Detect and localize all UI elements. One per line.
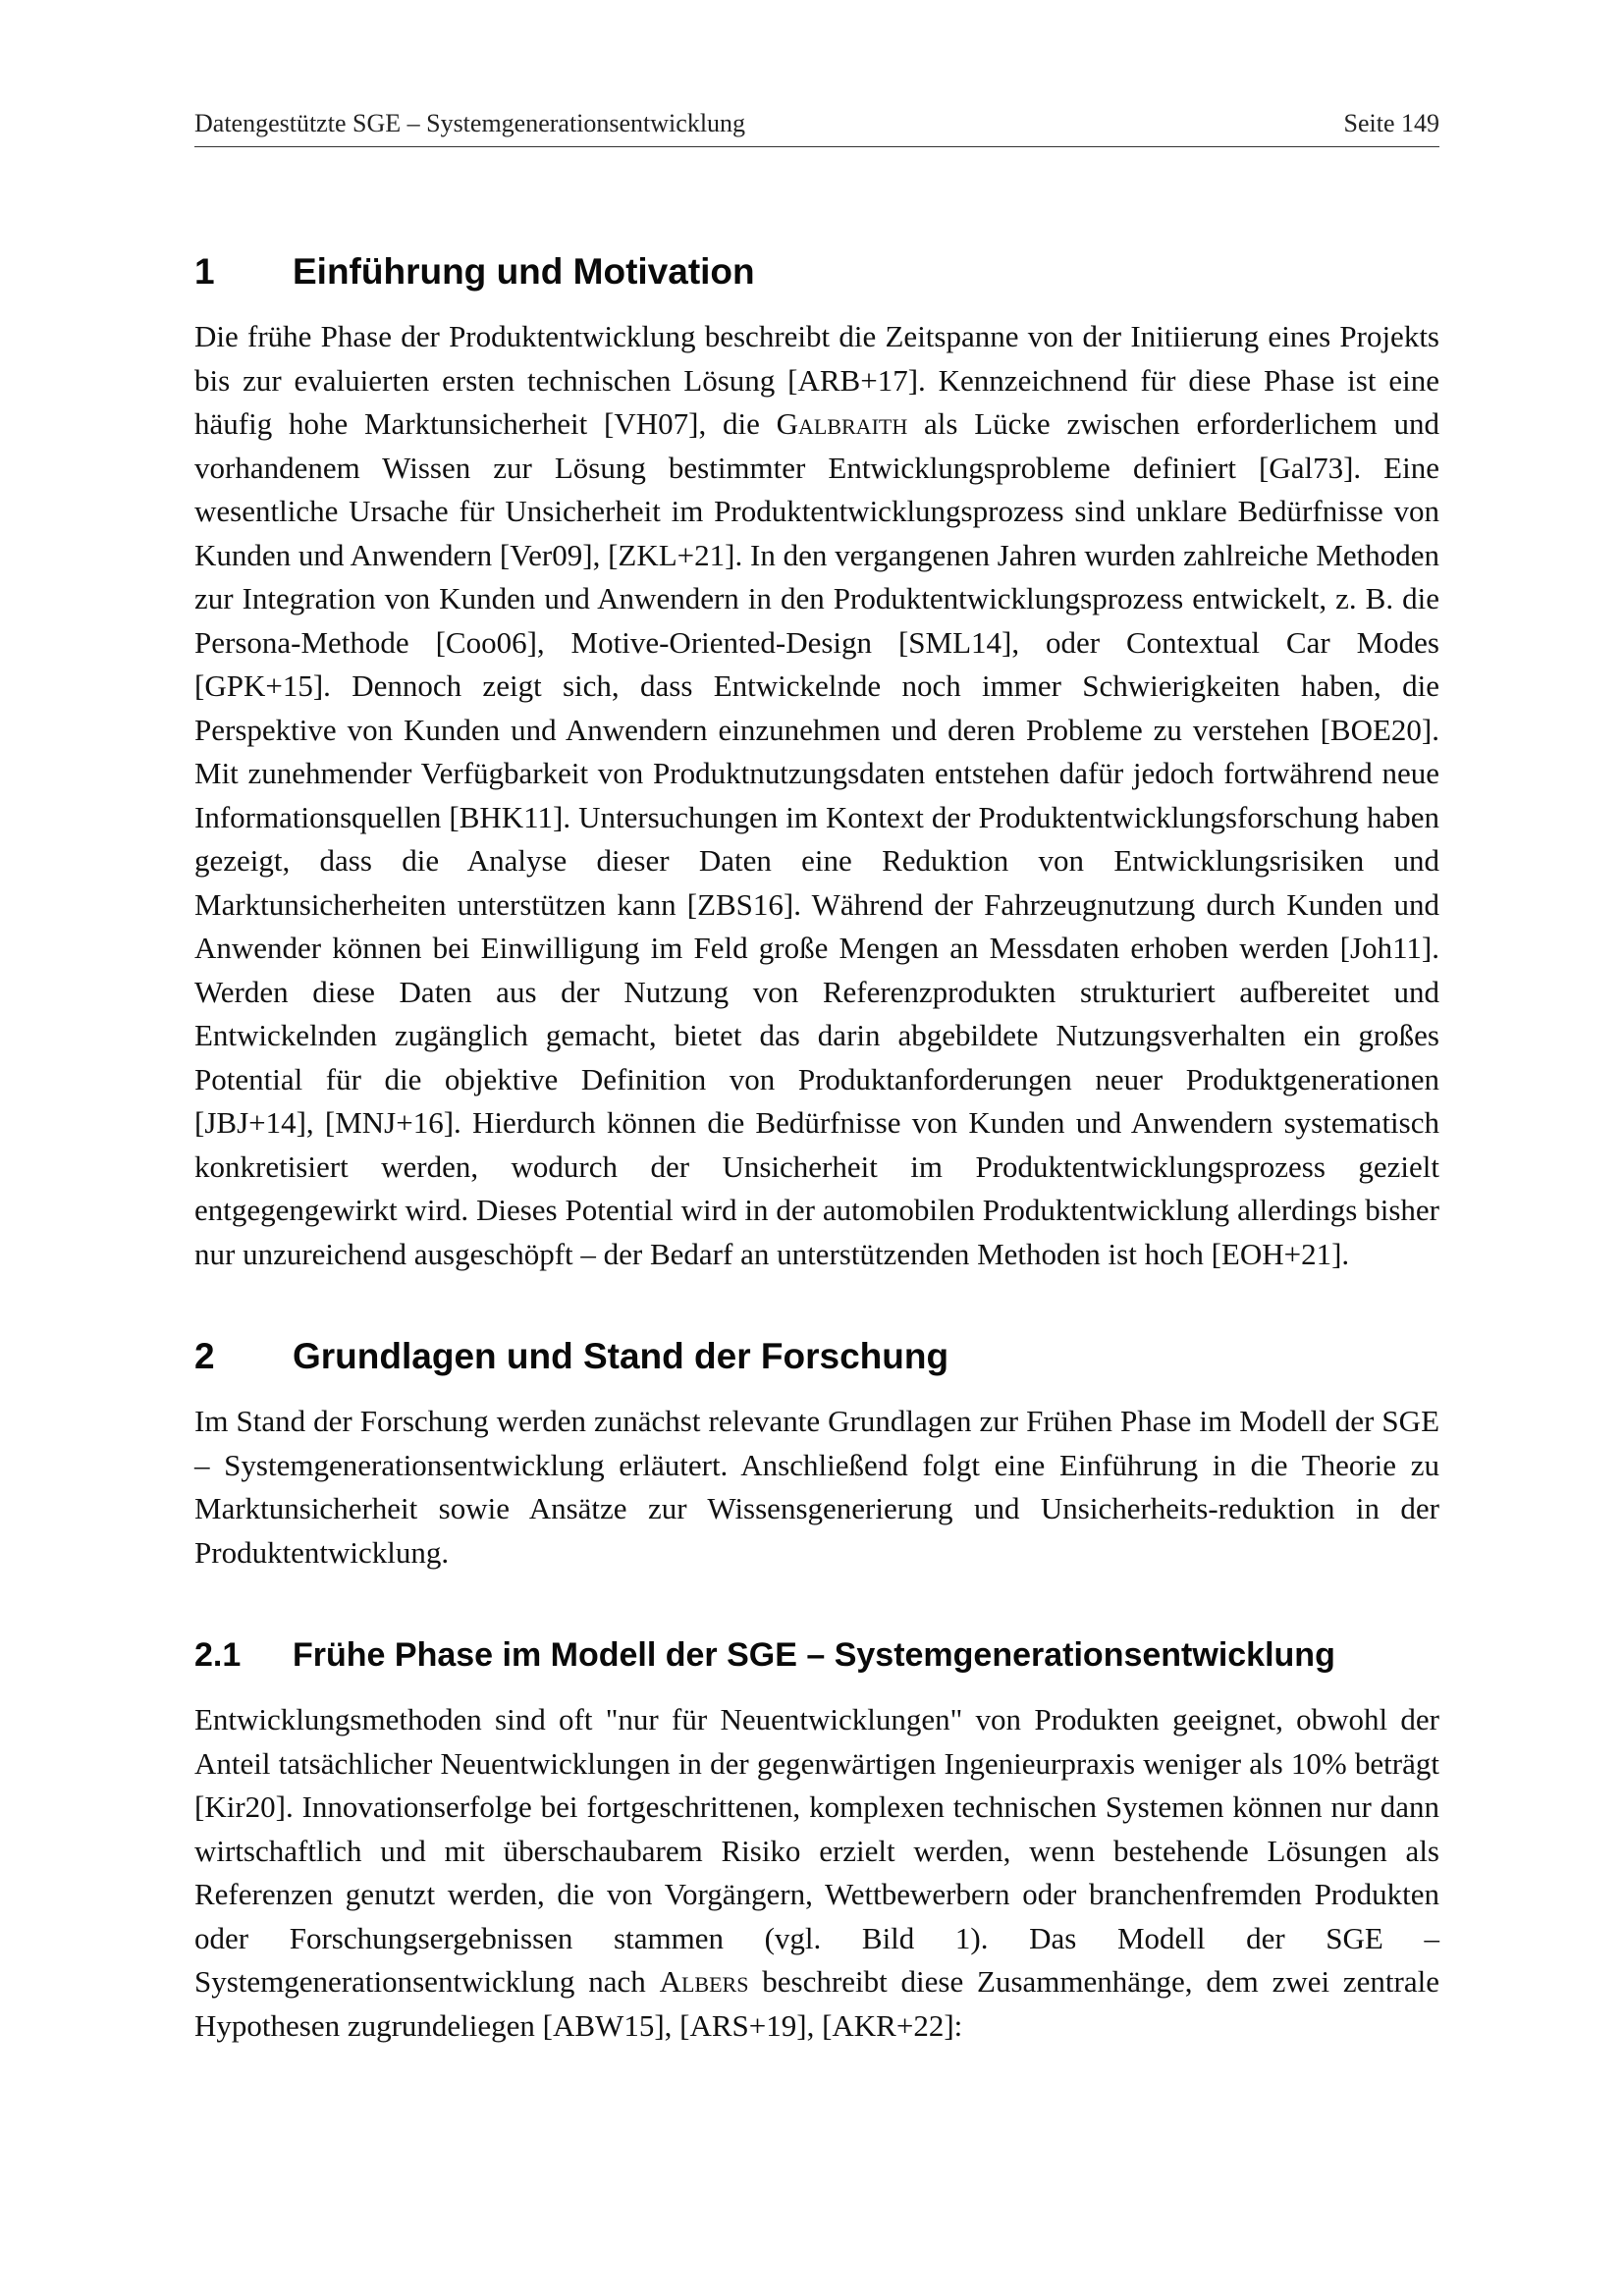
section-2-paragraph: Im Stand der Forschung werden zunächst relevante Grundlagen zur Frühen Phase im Modell der SGE – Systemgenerationsentwicklung erläutert. Anschließend folgt eine Einführung in die Theorie zu Marktunsicherheit sowie Ansätze zur Wissensgenerierung und Unsicherheits-reduktion in der Produktentwicklung. xyxy=(194,1404,1439,1570)
paragraph-text: Entwicklungsmethoden sind oft "nur für Neuentwicklungen" von Produkten geeignet, obwohl der Anteil tatsächlicher Neuentwicklungen in der gegenwärtigen Ingenieurpraxis weniger als 10% beträgt [Kir20]. Innovationserfolge bei fortgeschrittenen, komplexen technischen Systemen können nur dann wirtschaftlich und mit überschaubarem Risiko erzielt werden, wenn bestehende Lösungen als Referenzen genutzt werden, die von Vorgängern, Wettbewerbern oder branchenfremden Produkten oder Forschungsergebnissen stammen (vgl. Bild 1). Das Modell der SGE – Systemgenerationsentwicklung nach xyxy=(194,1702,1439,1999)
section-heading-1 xyxy=(194,250,1439,294)
header-title: Datengestützte SGE – Systemgenerationsentwicklung xyxy=(194,109,746,137)
running-header xyxy=(194,109,1439,147)
paragraph-text: als Lücke zwischen erforderlichem und vorhandenem Wissen zur Lösung bestimmter Entwicklungsprobleme definiert [Gal73]. Eine wesentliche Ursache für Unsicherheit im Produktentwicklungsprozess sind unklare Bedürfnisse von Kunden und Anwendern [Ver09], [ZKL+21]. In den vergangenen Jahren wurden zahlreiche Methoden zur Integration von Kunden und Anwendern in den Produktentwicklungsprozess entwickelt, z. B. die Persona-Methode [Coo06], Motive-Oriented-Design [SML14], oder Contextual Car Modes [GPK+15]. Dennoch zeigt sich, dass Entwickelnde noch immer Schwierigkeiten haben, die Perspektive von Kunden und Anwendern einzunehmen und deren Probleme zu verstehen [BOE20]. Mit zunehmender Verfügbarkeit von Produktnutzungsdaten entstehen dafür jedoch fortwährend neue Informationsquellen [BHK11]. Untersuchungen im Kontext der Produktentwicklungsforschung haben gezeigt, dass die Analyse dieser Daten eine Reduktion von Entwicklungsrisiken und Marktunsicherheiten unterstützen kann [ZBS16]. Während der Fahrzeugnutzung durch Kunden und Anwender können bei Einwilligung im Feld große Mengen an Messdaten erhoben werden [Joh11]. Werden diese Daten aus der Nutzung von Referenzprodukten strukturiert aufbereitet und Entwickelnden zugänglich gemacht, bietet das darin abgebildete Nutzungsverhalten ein großes Potential für die objektive Definition von Produktanforderungen neuer Produktgenerationen [JBJ+14], [MNJ+16]. Hierdurch können die Bedürfnisse von Kunden und Anwendern systematisch konkretisiert werden, wodurch der Unsicherheit im Produktentwicklungsprozess gezielt entgegengewirkt wird. Dieses Potential wird in der automobilen Produktentwicklung allerdings bisher nur unzureichend ausgeschöpft – der Bedarf an unterstützenden Methoden ist hoch [EOH+21]. xyxy=(194,406,1439,1271)
subsection-2-1-paragraph xyxy=(194,1698,1439,2048)
section-heading-2 xyxy=(194,1335,1439,1378)
subsection-heading-2-1 xyxy=(194,1633,1439,1677)
page-body xyxy=(194,250,1439,2048)
section-1-paragraph xyxy=(194,315,1439,1276)
page-number: Seite 149 xyxy=(1343,109,1439,137)
section-title: Einführung und Motivation xyxy=(293,251,755,292)
section-number: 1 xyxy=(194,251,215,292)
paragraph-text: Die frühe Phase der Produktentwicklung beschreibt die Zeitspanne von der Initiierung eines Projekts bis zur evaluierten ersten technischen Lösung [ARB+17]. Kennzeichnend für diese Phase ist eine häufig hohe Marktunsicherheit [VH07], die xyxy=(194,319,1439,441)
author-name: Albers xyxy=(659,1964,749,1999)
paragraph-text: beschreibt diese Zusammenhänge, dem zwei zentrale Hypothesen zugrundeliegen [ABW15], [ARS+19], [AKR+22]: xyxy=(194,1964,1440,2043)
section-number: 2 xyxy=(194,1336,215,1376)
subsection-number: 2.1 xyxy=(194,1636,242,1674)
section-title: Grundlagen und Stand der Forschung xyxy=(293,1336,949,1376)
subsection-title: Frühe Phase im Modell der SGE – Systemgenerationsentwicklung xyxy=(293,1636,1335,1674)
author-name: Galbraith xyxy=(776,406,908,441)
